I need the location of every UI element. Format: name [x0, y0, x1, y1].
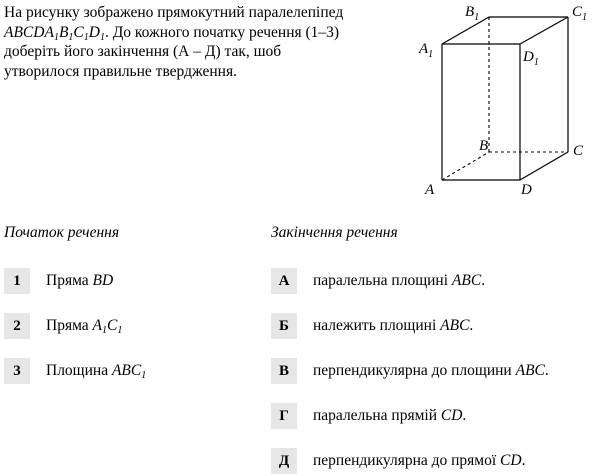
label-D: D: [521, 182, 532, 198]
ending-letter-badge: А: [271, 268, 297, 294]
edge-C1-D1: [520, 17, 568, 44]
problem-line-3: доберіть його закінчення (А – Д) так, шоб: [4, 43, 282, 60]
label-A: A: [425, 182, 435, 198]
start-number-badge: 1: [4, 268, 30, 294]
edge-C-D: [520, 152, 568, 180]
ending-letter-badge: В: [271, 358, 297, 384]
label-B1: $B_1$: [465, 4, 480, 23]
ending-letter-badge: Г: [271, 403, 297, 429]
ending-text: перпендикулярна до прямої CD.: [313, 452, 526, 469]
parallelepiped-drawing: [410, 0, 600, 200]
ending-row-v: [271, 358, 549, 384]
start-row-3: [4, 358, 146, 384]
start-text: Пряма BD: [46, 272, 114, 289]
left-column-header: Початок речення: [4, 224, 120, 241]
ending-row-d: [271, 448, 525, 474]
edge-A1-B1: [442, 17, 489, 44]
problem-line-4: утворилося правильне твердження.: [4, 62, 237, 80]
ending-letter-badge: Д: [271, 448, 297, 474]
ending-letter-badge: Б: [271, 313, 297, 339]
start-text: Площина $ABC_1$: [46, 362, 147, 381]
hidden-edge-A-B: [442, 152, 489, 180]
parallelepiped-figure: [410, 0, 600, 200]
problem-statement: [4, 3, 404, 81]
ending-text: належить площині ABC.: [313, 317, 474, 334]
ending-text: паралельна площині ABC.: [313, 272, 486, 289]
label-C: C: [573, 143, 584, 159]
start-text: Пряма $A_1C_1$: [46, 317, 123, 336]
ending-text: перпендикулярна до площини ABC.: [313, 362, 549, 379]
problem-line-2: $ABCDA_1B_1C_1D_1$. До кожного початку речення (1–3): [4, 23, 340, 43]
ending-row-g: [271, 403, 466, 429]
label-B: B: [479, 138, 489, 154]
right-column-header: Закінчення речення: [271, 224, 398, 241]
solid-name: $ABCDA_1B_1C_1D_1$: [4, 23, 105, 43]
start-number-badge: 2: [4, 313, 30, 339]
start-number-badge: 3: [4, 358, 30, 384]
problem-line-1: На рисунку зображено прямокутний паралелепіпед: [4, 4, 344, 21]
label-C1: $C_1$: [572, 4, 588, 23]
ending-text: паралельна прямій CD.: [313, 407, 467, 424]
start-row-1: [4, 268, 113, 294]
ending-row-b: [271, 313, 473, 339]
label-A1: $A_1$: [419, 41, 434, 60]
ending-row-a: [271, 268, 485, 294]
start-row-2: [4, 313, 122, 339]
label-D1: $D_1$: [523, 49, 539, 68]
